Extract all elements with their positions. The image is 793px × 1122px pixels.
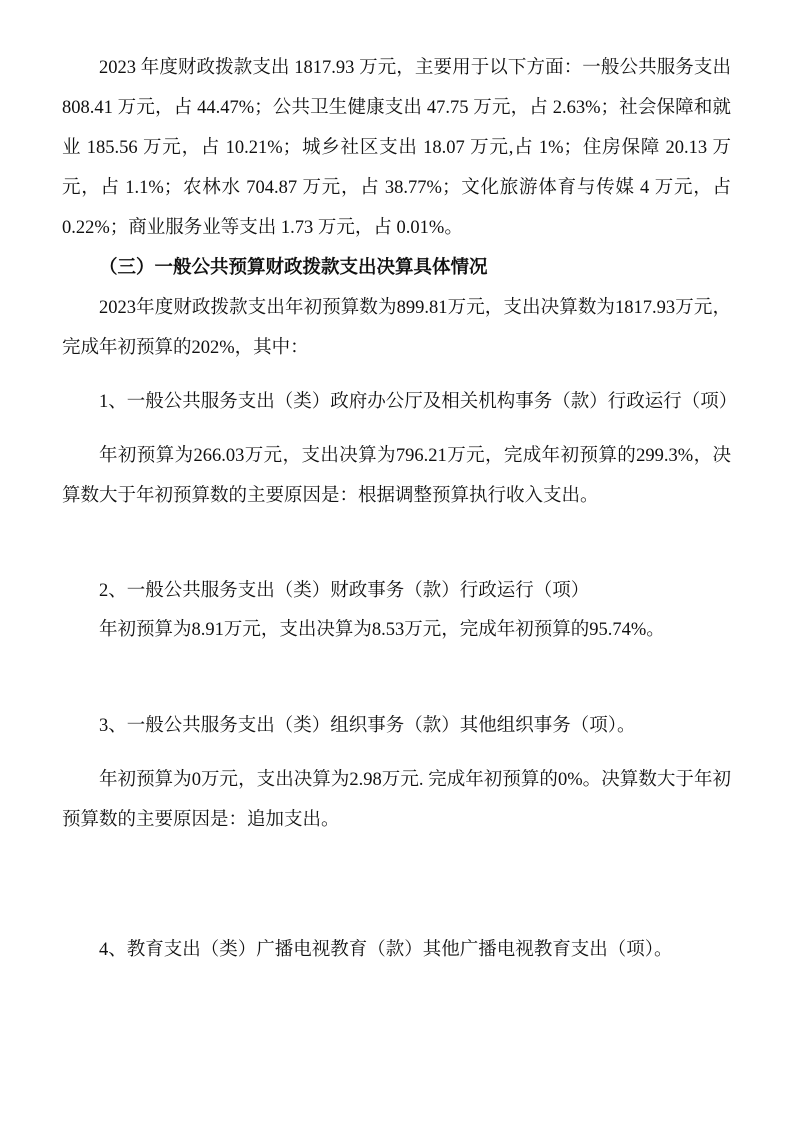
paragraph-item-3-title: 3、一般公共服务支出（类）组织事务（款）其他组织事务（项）。 <box>99 716 636 736</box>
paragraph-budget-total: 2023年度财政拨款支出年初预算数为899.81万元，支出决算数为1817.93万元，完成年初预算的202%，其中： <box>62 298 731 358</box>
paragraph-item-3-detail: 年初预算为0万元，支出决算为2.98万元. 完成年初预算的0%。决算数大于年初预算数的主要原因是：追加支出。 <box>62 770 731 830</box>
paragraph-funding-breakdown: 2023 年度财政拨款支出 1817.93 万元，主要用于以下方面：一般公共服务支出 808.41 万元，占 44.47%；公共卫生健康支出 47.75 万元，占 2.63%；社会保障和就业 185.56 万元，占 10.21%；城乡社区支出 18.07 万元,占 1%；住房保障 20.13 万元，占 1.1%；农林水 704.87 万元，占 38.77%；文化旅游体育与传媒 4 万元，占 0.22%；商业服务业等支出 1.73 万元，占 0.01%。 <box>62 58 731 238</box>
spacer <box>62 650 731 706</box>
paragraph-item-1-title: 1、一般公共服务支出（类）政府办公厅及相关机构事务（款）行政运行（项） <box>99 392 738 412</box>
section-heading-three: （三）一般公共预算财政拨款支出决算具体情况 <box>99 258 488 278</box>
paragraph-item-4-title: 4、教育支出（类）广播电视教育（款）其他广播电视教育支出（项）。 <box>99 940 673 960</box>
spacer <box>62 516 731 572</box>
paragraph-item-2-title: 2、一般公共服务支出（类）财政事务（款）行政运行（项） <box>99 581 590 601</box>
document-body <box>62 48 738 970</box>
spacer <box>62 368 731 382</box>
spacer <box>62 746 731 760</box>
paragraph-item-1-detail: 年初预算为266.03万元，支出决算为796.21万元，完成年初预算的299.3%，决算数大于年初预算数的主要原因是：根据调整预算执行收入支出。 <box>62 446 731 506</box>
spacer <box>62 896 731 930</box>
spacer <box>62 840 731 896</box>
spacer <box>62 422 731 436</box>
paragraph-item-2-detail: 年初预算为8.91万元，支出决算为8.53万元，完成年初预算的95.74%。 <box>99 620 665 640</box>
